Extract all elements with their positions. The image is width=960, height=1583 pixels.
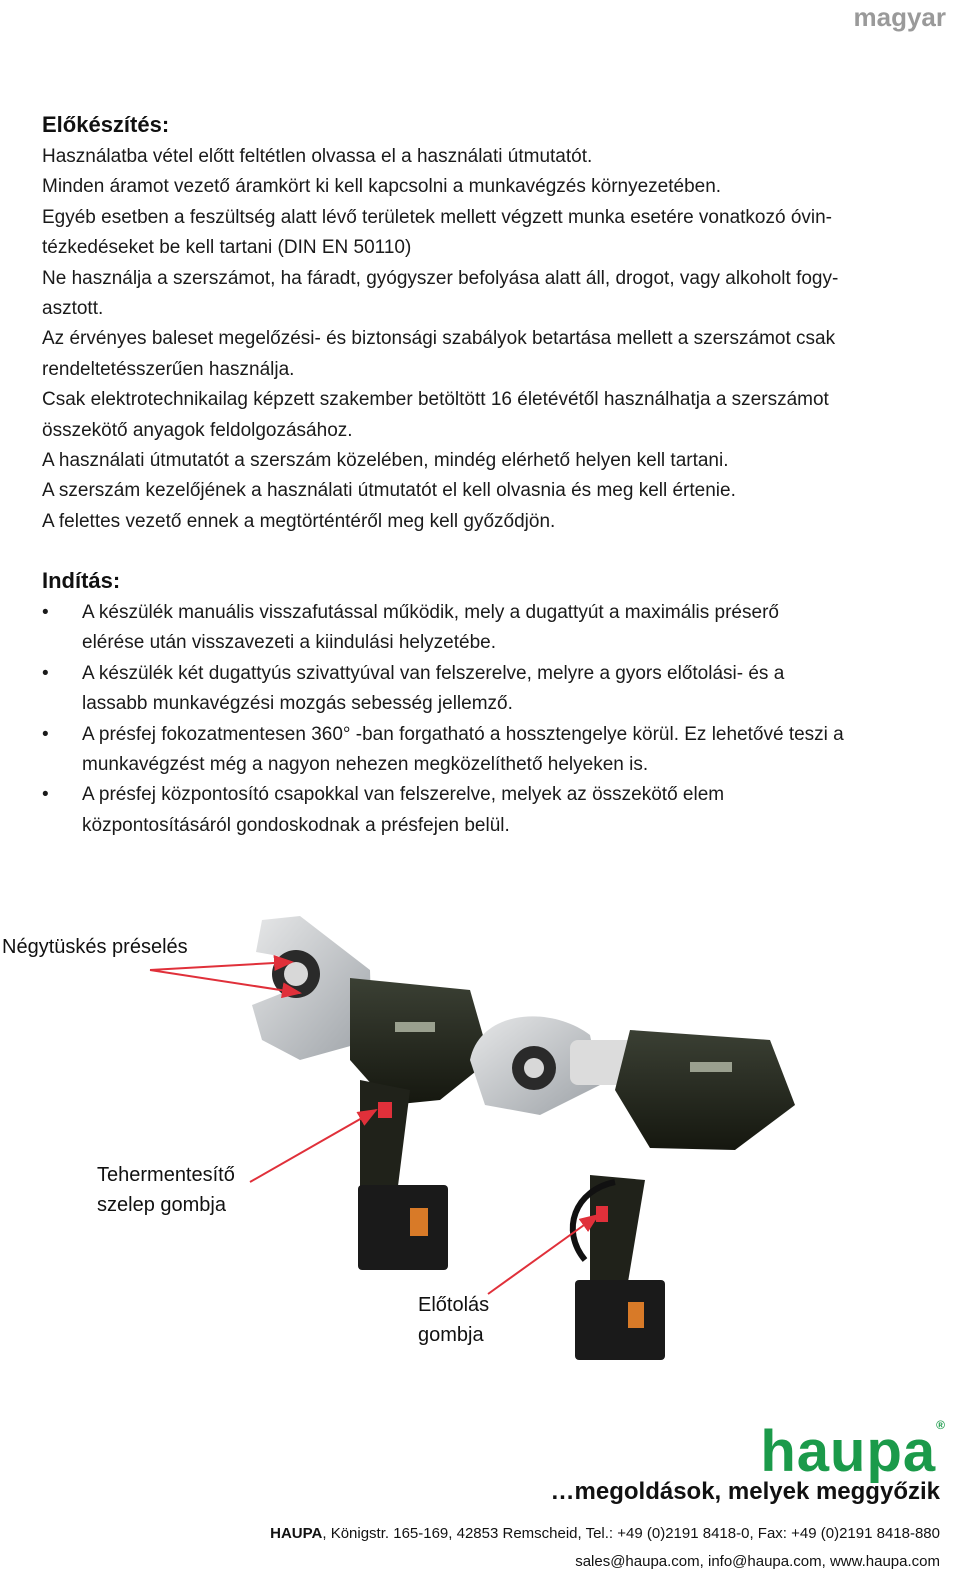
- registered-mark: ®: [936, 1418, 946, 1432]
- start-heading: Indítás:: [42, 568, 121, 593]
- prep-line: A szerszám kezelőjének a használati útmutatót el kell olvasnia és meg kell értenie.: [42, 480, 736, 502]
- prep-line: Használatba vétel előtt feltétlen olvassa el a használati útmutatót.: [42, 146, 593, 167]
- label-line: Előtolás: [418, 1294, 490, 1316]
- haupa-logo: [760, 1418, 946, 1485]
- prep-line: A felettes vezető ennek a megtörténtéről meg kell győződjön.: [42, 510, 556, 532]
- prep-heading: Előkészítés:: [42, 112, 170, 137]
- label-crimp: Négytüskés préselés: [2, 936, 188, 958]
- prep-line: tézkedéseket be kell tartani (DIN EN 50110): [42, 237, 412, 259]
- prep-line: Az érvényes baleset megelőzési- és biztonsági szabályok betartása mellett a szerszámot csak: [42, 328, 836, 350]
- prep-text: [42, 142, 942, 537]
- bullet-icon: •: [42, 723, 49, 745]
- list-item: [42, 720, 942, 781]
- logo-text: haupa: [760, 1419, 937, 1484]
- start-list: [42, 598, 942, 841]
- prep-line: asztott.: [42, 298, 104, 320]
- bullet-icon: •: [42, 662, 49, 684]
- list-item-line: munkavégzést még a nagyon nehezen megközelíthető helyeken is.: [82, 754, 649, 776]
- address-text: , Königstr. 165-169, 42853 Remscheid, Tel.: +49 (0)2191 8418-0, Fax: +49 (0)2191 8418-880: [322, 1525, 940, 1542]
- prep-line: Ne használja a szerszámot, ha fáradt, gyógyszer befolyása alatt áll, drogot, vagy alkoholt fogy-: [42, 267, 839, 289]
- prep-line: A használati útmutatót a szerszám közelében, mindég elérhető helyen kell tartani.: [42, 450, 729, 472]
- list-item-line: A présfej központosító csapokkal van felszerelve, melyek az összekötő elem: [82, 784, 725, 806]
- prep-section: [42, 112, 942, 537]
- label-line: gombja: [418, 1324, 484, 1346]
- label-feed-button: [418, 1290, 489, 1350]
- label-line: Tehermentesítő: [97, 1164, 235, 1186]
- company-name: HAUPA: [270, 1525, 323, 1542]
- label-relief-valve: [97, 1160, 235, 1220]
- prep-line: rendeltetésszerűen használja.: [42, 358, 295, 380]
- prep-line: összekötő anyagok feldolgozásához.: [42, 419, 353, 441]
- list-item-line: lassabb munkavégzési mozgás sebesség jellemző.: [82, 693, 513, 715]
- prep-line: Egyéb esetben a feszültség alatt lévő területek mellett végzett munka esetére vonatkozó óvin-: [42, 206, 833, 228]
- list-item-line: A présfej fokozatmentesen 360° -ban forgatható a hossztengelye körül. Ez lehetővé teszi a: [82, 723, 844, 745]
- list-item: [42, 598, 942, 659]
- bullet-icon: •: [42, 602, 49, 623]
- tool-left: [252, 916, 490, 1270]
- list-item-line: központosításáról gondoskodnak a présfejen belül.: [82, 814, 510, 836]
- prep-line: Minden áramot vezető áramkört ki kell kapcsolni a munkavégzés környezetében.: [42, 176, 722, 198]
- list-item: [42, 659, 942, 720]
- bullet-icon: •: [42, 784, 49, 806]
- list-item: [42, 780, 942, 841]
- start-section: [42, 568, 942, 841]
- label-line: szelep gombja: [97, 1194, 226, 1216]
- list-item-line: A készülék két dugattyús szivattyúval van felszerelve, melyre a gyors előtolási- és a: [82, 662, 785, 684]
- prep-line: Csak elektrotechnikailag képzett szakember betöltött 16 életévétől használhatja a szerszámot: [42, 389, 829, 411]
- tool-right: [470, 1016, 795, 1360]
- language-label: magyar: [853, 2, 946, 32]
- list-item-line: elérése után visszavezeti a kiindulási helyzetébe.: [82, 632, 497, 654]
- company-address: [270, 1525, 940, 1542]
- slogan: …megoldások, melyek meggyőzik: [550, 1478, 940, 1505]
- list-item-line: A készülék manuális visszafutással működik, mely a dugattyút a maximális préserő: [82, 602, 779, 623]
- contact-web: sales@haupa.com, info@haupa.com, www.haupa.com: [575, 1553, 940, 1570]
